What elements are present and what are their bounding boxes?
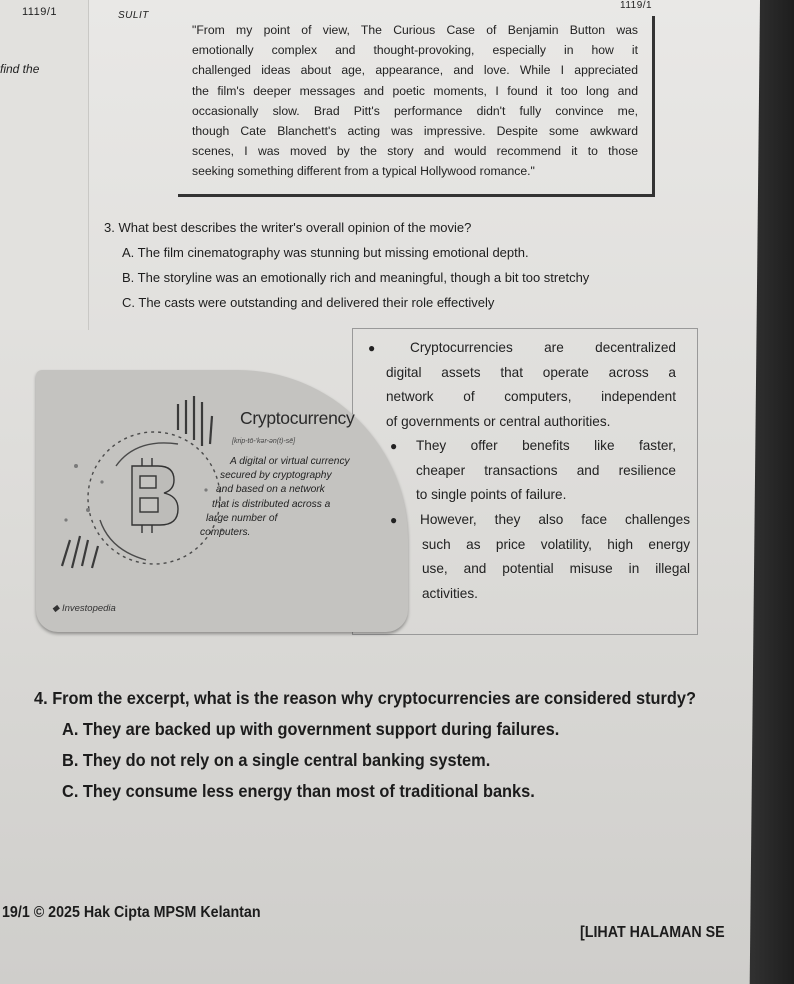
bullet-line: cheaper transactions and resilience (416, 462, 676, 478)
bullet-line: digital assets that operate across a (386, 364, 676, 380)
card-title: Cryptocurrency (240, 408, 355, 428)
quote-line: though Cate Blanchett's acting was impressive. Despite some awkward (192, 124, 638, 139)
brand-name: Investopedia (61, 603, 116, 614)
previous-page-edge (0, 0, 89, 330)
bullet-dot: ● (368, 341, 376, 355)
definition-line: A digital or virtual currency (230, 456, 350, 467)
definition-line: that is distributed across a (212, 498, 331, 510)
question-3-option-c[interactable]: C. The casts were outstanding and delivered their role effectively (122, 295, 495, 310)
sulit-label: SULIT (118, 10, 149, 21)
question-3-option-a[interactable]: A. The film cinematography was stunning but missing emotional depth. (122, 245, 529, 260)
bullet-item (386, 434, 676, 508)
movie-review-quote (192, 20, 638, 182)
paper-code-left: 1119/1 (22, 6, 58, 18)
bullet-item (386, 508, 690, 606)
question-3-option-b[interactable]: B. The storyline was an emotionally rich and meaningful, though a bit too stretchy (122, 270, 590, 285)
question-4-option-c[interactable]: C. They consume less energy than most of traditional banks. (62, 781, 535, 801)
question-4-option-b[interactable]: B. They do not rely on a single central banking system. (62, 750, 491, 770)
bullet-dot: ● (390, 513, 398, 527)
quote-line: occasionally slow. Brad Pitt's performance didn't fully convince me, (192, 103, 638, 118)
quote-line: emotionally complex and thought-provoking, especially in how it (192, 43, 638, 58)
quote-line: "From my point of view, The Curious Case of Benjamin Button was (192, 23, 638, 37)
question-4-option-a[interactable]: A. They are backed up with government support during failures. (62, 719, 560, 739)
definition-line: and based on a network (216, 484, 325, 496)
question-4-stem: 4. From the excerpt, what is the reason why cryptocurrencies are considered sturdy? (34, 688, 696, 708)
bullet-line: to single points of failure. (416, 487, 567, 503)
definition-line: secured by cryptography (220, 470, 332, 482)
quote-line: challenged ideas about age, appearance, and love. While I appreciated (192, 63, 638, 78)
bullet-line: However, they also face challenges (420, 512, 690, 527)
bullet-line: Cryptocurrencies are decentralized (410, 340, 676, 355)
definition-line: large number of (206, 512, 278, 524)
paper-code-right: 1119/1 (620, 0, 653, 11)
definition-line: computers. (200, 527, 251, 539)
investopedia-logo (52, 603, 116, 614)
question-4 (34, 688, 764, 802)
quote-line: the film's deeper messages and poetic moments, I found it too long and (192, 83, 638, 98)
bullet-dot: ● (390, 439, 398, 453)
bullet-line: activities. (422, 585, 478, 601)
bullet-line: use, and potential misuse in illegal (422, 561, 690, 577)
card-pronunciation: [krip-tō-'kər-ən(t)-sē] (232, 438, 296, 445)
previous-page-text: find the (0, 62, 40, 76)
quote-line: seeking something different from a typical Hollywood romance." (192, 164, 535, 179)
bullet-item (368, 336, 676, 434)
question-3-stem: 3. What best describes the writer's overall opinion of the movie? (104, 220, 472, 235)
bullet-line: They offer benefits like faster, (416, 438, 676, 453)
card-definition (200, 455, 370, 540)
bullet-line: such as price volatility, high energy (422, 536, 690, 552)
bullet-line: of governments or central authorities. (386, 413, 611, 429)
next-page-note: [LIHAT HALAMAN SE (580, 924, 725, 941)
question-3 (104, 218, 664, 318)
quote-line: scenes, I was moved by the story and would recommend it to those (192, 144, 638, 159)
copyright-footer: 19/1 © 2025 Hak Cipta MPSM Kelantan (2, 904, 261, 921)
investopedia-icon: ◆ (52, 603, 60, 614)
bullet-line: network of computers, independent (386, 389, 676, 405)
